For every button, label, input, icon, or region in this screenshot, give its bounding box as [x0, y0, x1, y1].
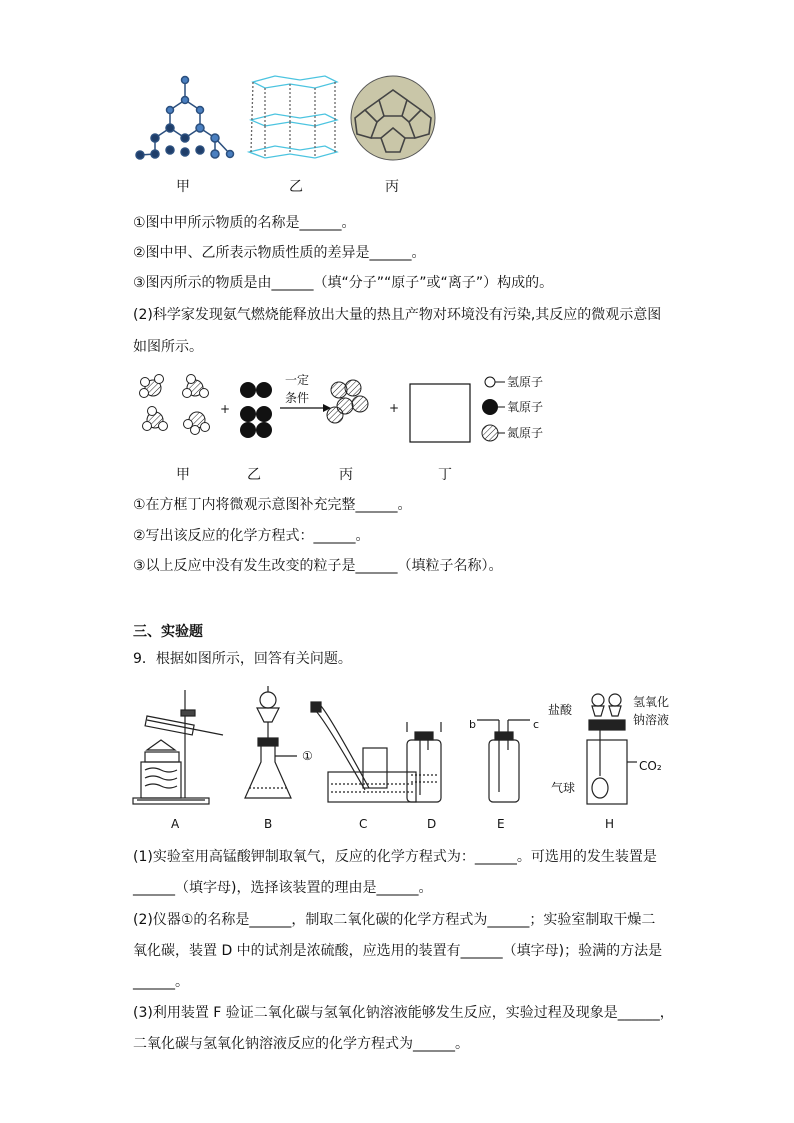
allotrope-figure [125, 70, 445, 165]
apparatus-c-image [311, 702, 416, 802]
reaction-caption-jia: 甲 [176, 467, 190, 483]
plus-sign-1: + [220, 402, 231, 416]
apparatus-e-image [477, 720, 530, 802]
legend-hydrogen: 氢原子 [507, 375, 544, 389]
figure-caption-jia: 甲 [176, 179, 190, 195]
question-9-1-line-1: (1)实验室用高锰酸钾制取氧气，反应的化学方程式为：______。可选用的发生装置是 [133, 849, 657, 865]
port-c-label: c [533, 718, 540, 731]
reaction-caption-bing: 丙 [339, 467, 353, 483]
blank-box-ding [410, 384, 470, 442]
balloon-label: 气球 [551, 781, 576, 795]
figure-caption-bing: 丙 [385, 179, 399, 195]
question-9-stem: 9．根据如图所示，回答有关问题。 [133, 651, 352, 667]
label-h: H [605, 817, 615, 831]
question-9-2-line-1: (2)仪器①的名称是______，制取二氧化碳的化学方程式为______；实验室制取干燥二 [133, 912, 656, 928]
plus-sign-2: + [389, 401, 400, 415]
naoh-label-2: 钠溶液 [633, 713, 670, 727]
label-a: A [171, 817, 180, 831]
graphite-structure-image [249, 76, 337, 158]
label-b: B [264, 817, 273, 831]
question-9-3-line-2: 二氧化碳与氢氧化钠溶液反应的化学方程式为______。 [133, 1036, 469, 1052]
question-1-2: ②图中甲、乙所表示物质性质的差异是______。 [133, 245, 426, 261]
condition-bottom: 条件 [285, 391, 310, 405]
naoh-label-1: 氢氧化 [633, 695, 670, 709]
question-2-2: ②写出该反应的化学方程式：______。 [133, 528, 370, 544]
diamond-structure-image [136, 77, 234, 160]
co2-label: CO₂ [639, 759, 662, 773]
question-1-3: ③图丙所示的物质是由______（填“分子”“原子”或“离子”）构成的。 [133, 275, 554, 291]
label-c: C [359, 817, 368, 831]
legend-nitrogen: 氮原子 [507, 426, 544, 440]
fullerene-structure-image [351, 76, 435, 160]
condition-top: 一定 [285, 373, 310, 387]
reaction-diagram [135, 370, 575, 450]
figure-caption-yi: 乙 [289, 179, 303, 195]
apparatus-figure [125, 680, 685, 835]
question-2-intro-line-2: 如图所示。 [133, 339, 203, 355]
apparatus-d-image [407, 722, 441, 802]
question-9-2-line-2: 氧化碳，装置 D 中的试剂是浓硫酸，应选用的装置有______（填字母)；验满的方法是 [133, 943, 663, 959]
section-heading: 三、实验题 [133, 624, 203, 640]
reaction-caption-yi: 乙 [247, 467, 261, 483]
reaction-caption-ding: 丁 [438, 467, 452, 483]
nitrogen-molecules [327, 380, 368, 423]
reaction-arrow-icon [280, 404, 331, 412]
question-9-3-line-1: (3)利用装置 F 验证二氧化碳与氢氧化钠溶液能够发生反应，实验过程及现象是______， [133, 1005, 674, 1021]
label-e: E [497, 817, 505, 831]
label-d: D [427, 817, 437, 831]
apparatus-a-image [133, 690, 223, 804]
question-1-1: ①图中甲所示物质的名称是______。 [133, 215, 356, 231]
question-2-1: ①在方框丁内将微观示意图补充完整______。 [133, 497, 412, 513]
question-9-1-line-2: ______（填字母)，选择该装置的理由是______。 [133, 880, 433, 896]
legend [482, 375, 543, 441]
hcl-label: 盐酸 [548, 703, 573, 717]
question-2-intro-line-1: (2)科学家发现氨气燃烧能释放出大量的热且产物对环境没有污染,其反应的微观示意图 [133, 307, 662, 323]
oxygen-molecules [240, 382, 272, 438]
question-2-3: ③以上反应中没有发生改变的粒子是______（填粒子名称）。 [133, 558, 503, 574]
ammonia-molecules [140, 375, 210, 435]
question-9-2-line-3: ______。 [133, 974, 189, 990]
apparatus-b-image [245, 686, 297, 798]
port-b-label: b [469, 718, 476, 731]
marker-1-label: ① [302, 749, 313, 763]
legend-oxygen: 氧原子 [507, 400, 544, 414]
apparatus-h-image [587, 694, 637, 804]
